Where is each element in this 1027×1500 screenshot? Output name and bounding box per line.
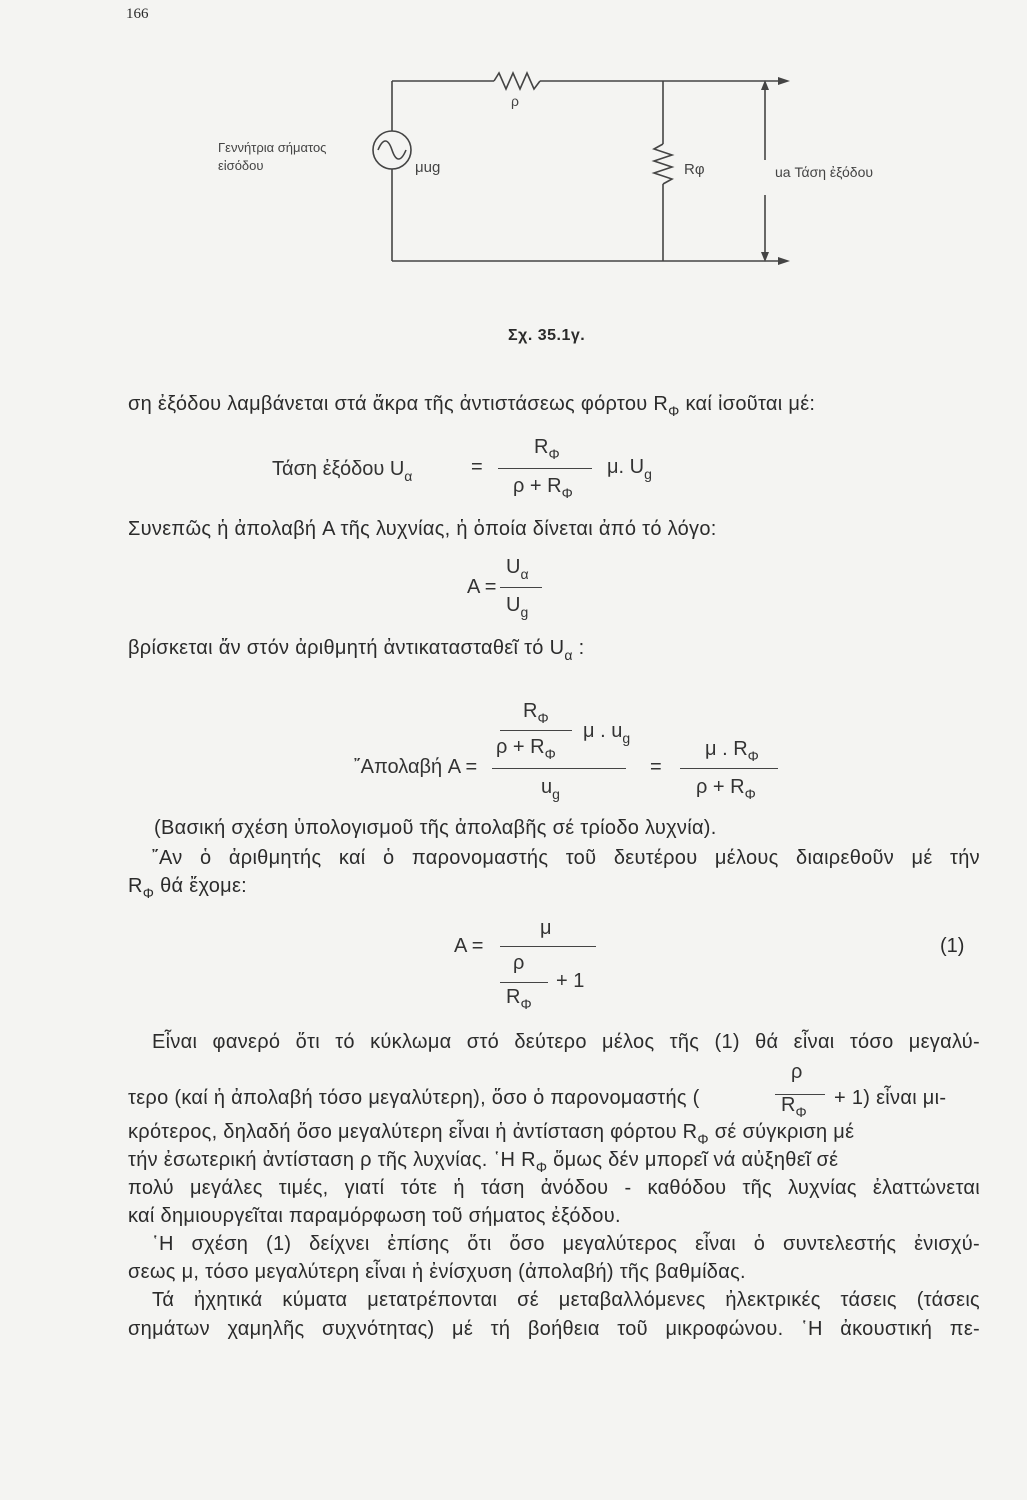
eq1-lhs-sub: α: [404, 468, 413, 484]
eq4-inner-denominator: [506, 986, 532, 1012]
eq2-denominator: [506, 594, 529, 620]
eq1-den-text: ρ + R: [513, 475, 562, 497]
resistor-rho-label: ρ: [511, 93, 519, 109]
p2-line-1-text: Εἶναι φανερό ὅτι τό κύκλωμα στό δεύτερο μέλος τῆς (1) θά εἶναι τόσο μεγαλύ-: [152, 1031, 980, 1053]
p3-line-2: σεως μ, τόσο μεγαλύτερη εἶναι ἡ ἐνίσχυση (ἀπολαβή) τῆς βαθμίδας.: [128, 1261, 746, 1283]
eq3-rhs-den-sub: Φ: [744, 786, 756, 802]
p2-line-2b: + 1) εἶναι μι-: [834, 1087, 947, 1109]
eq1-lhs-text: Τάση ἐξόδου U: [272, 458, 405, 480]
generator-label-line1: Γεννήτρια σήματος: [218, 140, 327, 155]
p4-line-1: [152, 1289, 980, 1312]
text-line-4: (Βασική σχέση ὑπολογισμοῦ τῆς ἀπολαβῆς σέ τρίοδο λυχνία).: [154, 817, 717, 839]
text-line-6-a: R: [128, 875, 143, 897]
eq1-denominator: [513, 475, 573, 501]
circuit-diagram: [0, 0, 1027, 300]
load-resistor: [654, 144, 672, 184]
inline-frac-numerator: ρ: [791, 1061, 803, 1083]
text-line-6: [128, 875, 248, 901]
eq3-inner-numerator: [523, 700, 549, 726]
eq1-den-sub: Φ: [561, 485, 573, 501]
p2-line-3-end: σέ σύγκριση μέ: [708, 1121, 855, 1143]
eq4-plus-one: + 1: [556, 970, 585, 992]
text-line-3: [128, 637, 585, 663]
eq3-rhs-fraction-bar: [680, 768, 778, 769]
eq3-inner-denominator: [496, 736, 556, 762]
eq3-lhs: ῎Απολαβή A =: [354, 756, 478, 778]
eq2-num-sub: α: [520, 566, 529, 582]
page-number: 166: [126, 6, 149, 22]
text-line-6-sub: Φ: [142, 885, 155, 901]
p4-line-2-text: σημάτων χαμηλῆς συχνότητας) μέ τή βοήθεια τοῦ μικροφώνου. ῾Η ἀκουστική πε-: [128, 1318, 980, 1340]
eq2-num-text: U: [506, 556, 521, 578]
eq3-rhs-den-text: ρ + R: [696, 776, 745, 798]
inline-frac-den-text: R: [781, 1094, 796, 1116]
eq3-main-fraction-bar: [492, 768, 626, 769]
eq1-tail: [607, 456, 652, 482]
eq3-rhs-denominator: [696, 776, 756, 802]
eq3-rhs-num-sub: Φ: [747, 748, 759, 764]
eq3-inner-fraction-bar: [500, 730, 572, 731]
eq3-inner-tail-sub: g: [622, 730, 631, 746]
figure-caption: Σχ. 35.1γ.: [508, 327, 586, 344]
eq4-inner-den-sub: Φ: [520, 996, 532, 1012]
eq4-lhs: A =: [454, 935, 484, 957]
text-line-6-b: θά ἔχομε:: [154, 875, 248, 897]
eq3-inner-den-sub: Φ: [544, 746, 556, 762]
text-line-2: Συνεπῶς ἡ ἀπολαβή A τῆς λυχνίας, ἡ ὁποία δίνεται ἀπό τό λόγο:: [128, 518, 717, 540]
load-resistor-label: Rφ: [684, 161, 705, 178]
eq4-main-fraction-bar: [500, 946, 596, 947]
eq1-equals: =: [471, 456, 483, 478]
eq2-fraction-bar: [500, 587, 542, 588]
eq1-num-text: R: [534, 436, 549, 458]
eq3-den-text: u: [541, 776, 553, 798]
p2-line-3: [128, 1121, 980, 1147]
text-line-1: [128, 393, 816, 419]
eq4-numerator: μ: [540, 917, 552, 939]
p2-line-3-sub: Φ: [697, 1131, 709, 1147]
p4-line-2: [128, 1318, 980, 1341]
p2-line-4-main: τήν ἐσωτερική ἀντίσταση ρ τῆς λυχνίας. ῾Η R: [128, 1149, 536, 1171]
p2-line-3-main: κρότερος, δηλαδή ὅσο μεγαλύτερη εἶναι ἡ ἀντίσταση φόρτου R: [128, 1121, 698, 1143]
source-label: μug: [415, 159, 441, 176]
sine-icon: [378, 141, 406, 159]
eq2-den-text: U: [506, 594, 521, 616]
inline-frac-denominator: [781, 1094, 807, 1120]
p2-line-6: καί δημιουργεῖται παραμόρφωση τοῦ σήματος ἐξόδου.: [128, 1205, 621, 1227]
p2-line-5-text: πολύ μεγάλες τιμές, γιατί τότε ἡ τάση ἀνόδου - καθόδου τῆς λυχνίας ἐλαττώνεται: [128, 1177, 980, 1199]
p4-line-1-text: Τά ἠχητικά κύματα μετατρέπονται σέ μεταβαλλόμενες ἠλεκτρικές τάσεις (τάσεις: [152, 1289, 980, 1311]
eq2-den-sub: g: [520, 604, 529, 620]
bottom-arrowhead-icon: [778, 257, 790, 265]
eq4-inner-numerator: ρ: [513, 952, 525, 974]
p2-line-5: [128, 1177, 980, 1200]
eq3-rhs-numerator: [705, 738, 759, 764]
p2-line-4: [128, 1149, 839, 1175]
text-line-1-end: καί ἰσοῦται μέ:: [679, 393, 816, 415]
eq3-inner-den-text: ρ + R: [496, 736, 545, 758]
eq1-lhs: [272, 458, 413, 484]
text-line-3-sub: α: [564, 647, 573, 663]
eq1-num-sub: Φ: [548, 446, 560, 462]
eq3-inner-num-text: R: [523, 700, 538, 722]
text-line-1-main: ση ἐξόδου λαμβάνεται στά ἄκρα τῆς ἀντιστάσεως φόρτου R: [128, 393, 669, 415]
eq1-fraction-bar: [498, 468, 592, 469]
text-line-1-sub: Φ: [668, 403, 680, 419]
eq4-inner-fraction-bar: [500, 982, 548, 983]
eq1-tail-sub: g: [644, 466, 652, 482]
eq3-rhs-num-text: μ . R: [705, 738, 748, 760]
eq3-inner-tail-text: μ . u: [583, 720, 623, 742]
generator-label-line2: εἰσόδου: [218, 158, 264, 173]
eq3-main-denominator: [541, 776, 560, 802]
p2-line-4-end: ὅμως δέν μπορεῖ νά αὐξηθεῖ σέ: [547, 1149, 839, 1171]
eq4-inner-den-text: R: [506, 986, 521, 1008]
eq1-numerator: [534, 436, 560, 462]
equation-number: (1): [940, 935, 965, 957]
p3-line-1: [152, 1233, 980, 1256]
eq3-den-sub: g: [552, 786, 560, 802]
p2-line-1: [152, 1031, 980, 1054]
text-line-3-main: βρίσκεται ἄν στόν ἀριθμητή ἀντικατασταθεῖ τό U: [128, 637, 565, 659]
p2-line-4-sub: Φ: [535, 1159, 548, 1175]
eq2-numerator: [506, 556, 529, 582]
p2-line-2a: τερο (καί ἡ ἀπολαβή τόσο μεγαλύτερη), ὅσο ὁ παρονομαστής (: [128, 1087, 700, 1109]
eq1-tail-text: μ. U: [607, 456, 645, 478]
eq3-inner-tail: [583, 720, 631, 746]
resistor-rho: [494, 73, 540, 89]
eq3-inner-num-sub: Φ: [537, 710, 549, 726]
top-arrowhead-icon: [778, 77, 790, 85]
eq3-equals: =: [650, 756, 662, 778]
text-line-3-end: :: [572, 637, 585, 659]
text-line-5-main: ῎Αν ὁ ἀριθμητής καί ὁ παρονομαστής τοῦ δευτέρου μέλους διαιρεθοῦν μέ τήν: [152, 847, 980, 869]
inline-frac-den-sub: Φ: [795, 1104, 807, 1120]
p3-line-1-text: ῾Η σχέση (1) δείχνει ἐπίσης ὅτι ὅσο μεγαλύτερος εἶναι ὁ συντελεστής ἐνισχύ-: [152, 1233, 980, 1255]
output-label: ua Τάση ἐξόδου: [775, 164, 874, 180]
text-line-5: [152, 847, 980, 870]
eq2-lhs: A =: [467, 576, 497, 598]
